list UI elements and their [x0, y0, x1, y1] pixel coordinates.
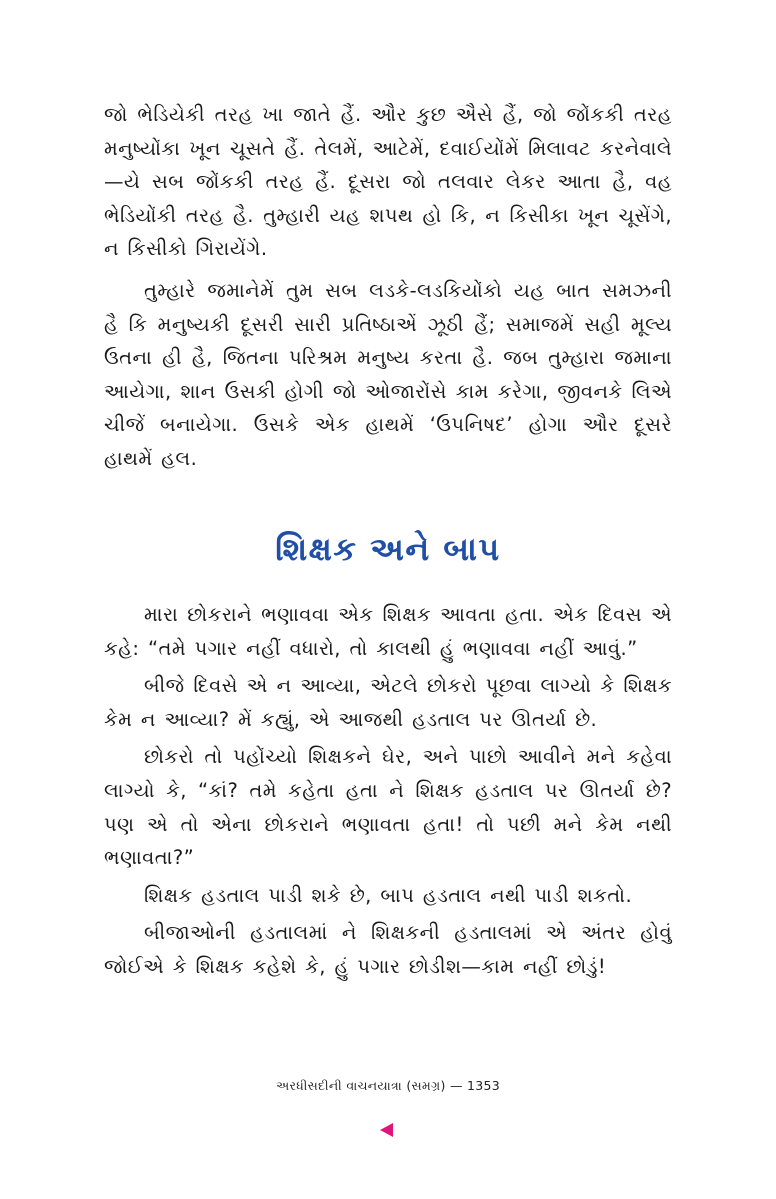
paragraph: છોકરો તો પહોંચ્યો શિક્ષકને ઘેર, અને પાછો આવીને મને કહેવા લાગ્યો કે, “કાં? તમે કહેતા હતા ને શિક્ષક હડતાલ પર ઊતર્યા છે? પણ એ તો એના છોકરાને ભણાવતા હતા! તો પછી મને કેમ નથી ભણાવતા?”: [104, 745, 672, 870]
article-title: શિક્ષક અને બાપ: [275, 530, 501, 568]
paragraph: જો ભેડિયેકી તરહ ખા જાતે હૈં. ઔર કુછ ઐસે હૈં, જો જોંકકી તરહ મનુષ્યોંકા ખૂન ચૂસતે હૈં. તેલમેં, આટેમેં, દવાઈયોંમેં મિલાવટ કરનેવાલે—યે સબ જોંકકી તરહ હૈં. દૂસરા જો તલવાર લેકર આતા હૈ, વહ ભેડિયોંકી તરહ હૈ. તુમ્હારી યહ શપથ હો કિ, ન કિસીકા ખૂન ચૂસેંગે, ન કિસીકો ગિરાયેંગે.: [104, 103, 672, 261]
book-title: અરધીસદીની વાચનયાત્રા (સમગ્ર): [275, 1078, 446, 1093]
paragraph: મારા છોકરાને ભણાવવા એક શિક્ષક આવતા હતા. એક દિવસ એ કહે: “તમે પગાર નહીં વધારો, તો કાલથી હું ભણાવવા નહીં આવું.”: [104, 603, 672, 660]
page-number: 1353: [467, 1078, 501, 1093]
article-body: [104, 598, 672, 984]
paragraph: બીજાઓની હડતાલમાં ને શિક્ષકની હડતાલમાં એ અંતર હોવું જોઈએ કે શિક્ષક કહેશે કે, હું પગાર છોડીશ—કામ નહીં છોડું!: [104, 921, 672, 978]
paragraph: શિક્ષક હડતાલ પાડી શકે છે, બાપ હડતાલ નથી પાડી શકતો.: [144, 883, 633, 907]
paragraph: બીજે દિવસે એ ન આવ્યા, એટલે છોકરો પૂછવા લાગ્યો કે શિક્ષક કેમ ન આવ્યા? મેં કહ્યું, એ આજથી હડતાલ પર ઊતર્યા છે.: [104, 674, 672, 731]
page-footer: [0, 1078, 776, 1094]
triangle-left-icon[interactable]: [380, 1123, 393, 1137]
paragraph: તુમ્હારે જમાનેમેં તુમ સબ લડકે-લડકિયોંકો યહ બાત સમઝની હૈ કિ મનુષ્યકી દૂસરી સારી પ્રતિષ્ઠાએં ઝૂઠી હૈં; સમાજમેં સહી મૂલ્ય ઉતના હી હૈ, જિતના પરિશ્રમ મનુષ્ય કરતા હૈ. જબ તુમ્હારા જમાના આયેગા, શાન ઉસકી હોગી જો ઓજારોંસે કામ કરેગા, જીવનકે લિએ ચીજેં બનાયેગા. ઉસકે એક હાથમેં ‘ઉપનિષદ’ હોગા ઔર દૂસરે હાથમેં હલ.: [104, 278, 672, 470]
footer-separator: —: [449, 1078, 463, 1093]
previous-article-continuation: [104, 98, 672, 476]
